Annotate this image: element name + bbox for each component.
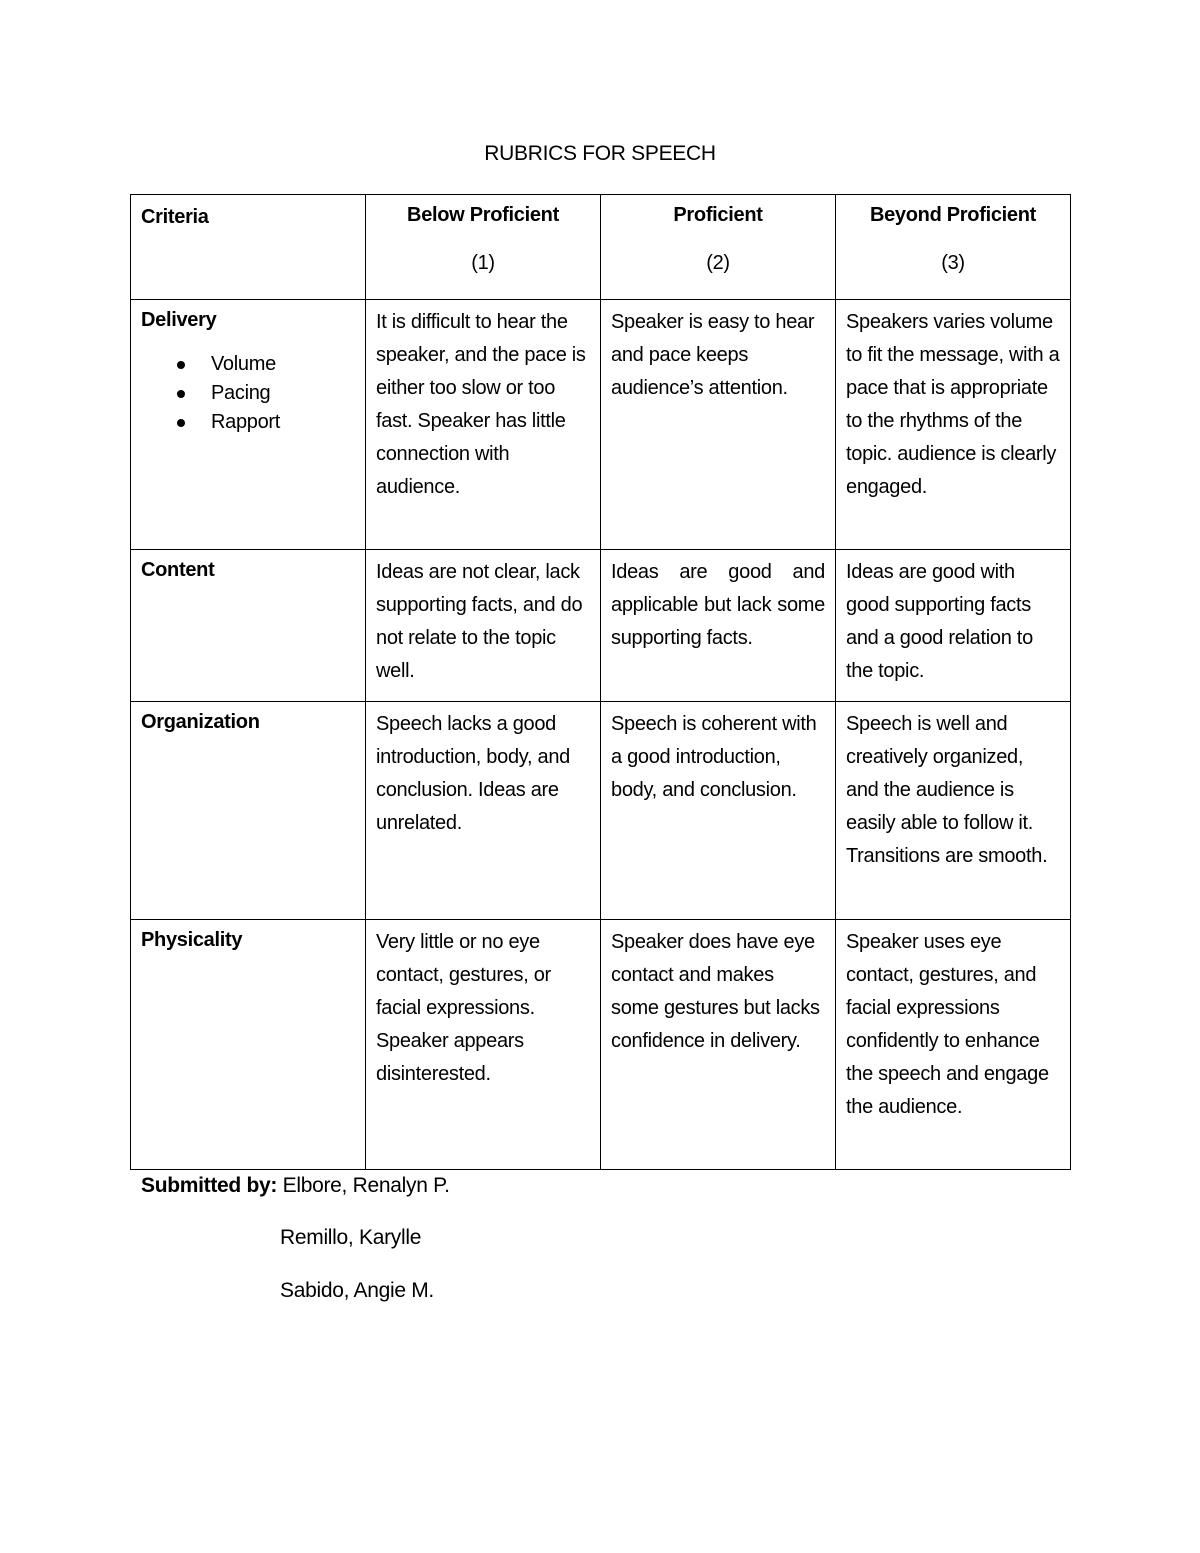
description: Ideas are good and applicable but lack some supporting facts. <box>611 561 825 649</box>
proficient-cell <box>601 550 836 702</box>
below-proficient-cell <box>366 920 601 1170</box>
criterion-cell <box>131 550 366 702</box>
below-proficient-cell <box>366 300 601 550</box>
level-score: (2) <box>706 252 730 274</box>
level-name: Proficient <box>673 204 763 226</box>
description: Speaker is easy to hear and pace keeps audience’s attention. <box>611 311 815 399</box>
level-name: Beyond Proficient <box>869 204 1037 226</box>
rubric-table <box>130 194 1071 1170</box>
criterion-name: Organization <box>141 711 260 733</box>
proficient-cell <box>601 920 836 1170</box>
beyond-proficient-cell <box>836 702 1071 920</box>
level-score: (3) <box>941 252 965 274</box>
criteria-header-cell <box>131 195 366 300</box>
table-row <box>131 702 1071 920</box>
list-item: Rapport <box>171 408 355 437</box>
criterion-sub-list <box>141 350 355 437</box>
description: Speech lacks a good introduction, body, and conclusion. Ideas are unrelated. <box>376 713 570 834</box>
description: Speaker uses eye contact, gestures, and facial expressions confidently to enhance the speech and engage the audience. <box>846 931 1049 1118</box>
submitter-name: Remillo, Karylle <box>280 1226 422 1249</box>
criterion-cell <box>131 920 366 1170</box>
list-item: Pacing <box>171 379 355 408</box>
below-proficient-cell <box>366 702 601 920</box>
header-row <box>131 195 1071 300</box>
beyond-proficient-cell <box>836 550 1071 702</box>
proficient-cell <box>601 300 836 550</box>
submitted-by-label: Submitted by: <box>141 1174 278 1197</box>
description: Speaker does have eye contact and makes some gestures but lacks confidence in delivery. <box>611 931 820 1052</box>
beyond-proficient-cell <box>836 920 1071 1170</box>
proficient-cell <box>601 702 836 920</box>
table-row <box>131 550 1071 702</box>
description: Speech is well and creatively organized, and the audience is easily able to follow it. Transitions are smooth. <box>846 713 1048 867</box>
table-row <box>131 920 1071 1170</box>
description: Ideas are good with good supporting facts and a good relation to the topic. <box>846 561 1033 682</box>
level-header-beyond <box>836 195 1071 300</box>
criteria-header: Criteria <box>141 206 209 228</box>
criterion-name: Content <box>141 559 215 581</box>
page-title: RUBRICS FOR SPEECH <box>484 142 716 165</box>
list-item: Volume <box>171 350 355 379</box>
description: Speech is coherent with a good introduction, body, and conclusion. <box>611 713 817 801</box>
criterion-cell <box>131 300 366 550</box>
description: Very little or no eye contact, gestures, or facial expressions. Speaker appears disinterested. <box>376 931 551 1085</box>
level-name: Below Proficient <box>407 204 559 226</box>
below-proficient-cell <box>366 550 601 702</box>
beyond-proficient-cell <box>836 300 1071 550</box>
table-row <box>131 300 1071 550</box>
description: Ideas are not clear, lack supporting facts, and do not relate to the topic well. <box>376 561 583 682</box>
description: Speakers varies volume to fit the message, with a pace that is appropriate to the rhythms of the topic. audience is clearly engaged. <box>846 311 1060 498</box>
submitted-by-line <box>141 1172 450 1200</box>
criterion-name: Physicality <box>141 929 243 951</box>
level-header-below <box>366 195 601 300</box>
level-score: (1) <box>471 252 495 274</box>
description: It is difficult to hear the speaker, and the pace is either too slow or too fast. Speaker has little connection with audience. <box>376 311 586 498</box>
criterion-name: Delivery <box>141 309 217 331</box>
criterion-cell <box>131 702 366 920</box>
level-header-proficient <box>601 195 836 300</box>
submitter-name: Sabido, Angie M. <box>280 1279 434 1302</box>
submitter-name: Elbore, Renalyn P. <box>282 1174 450 1197</box>
